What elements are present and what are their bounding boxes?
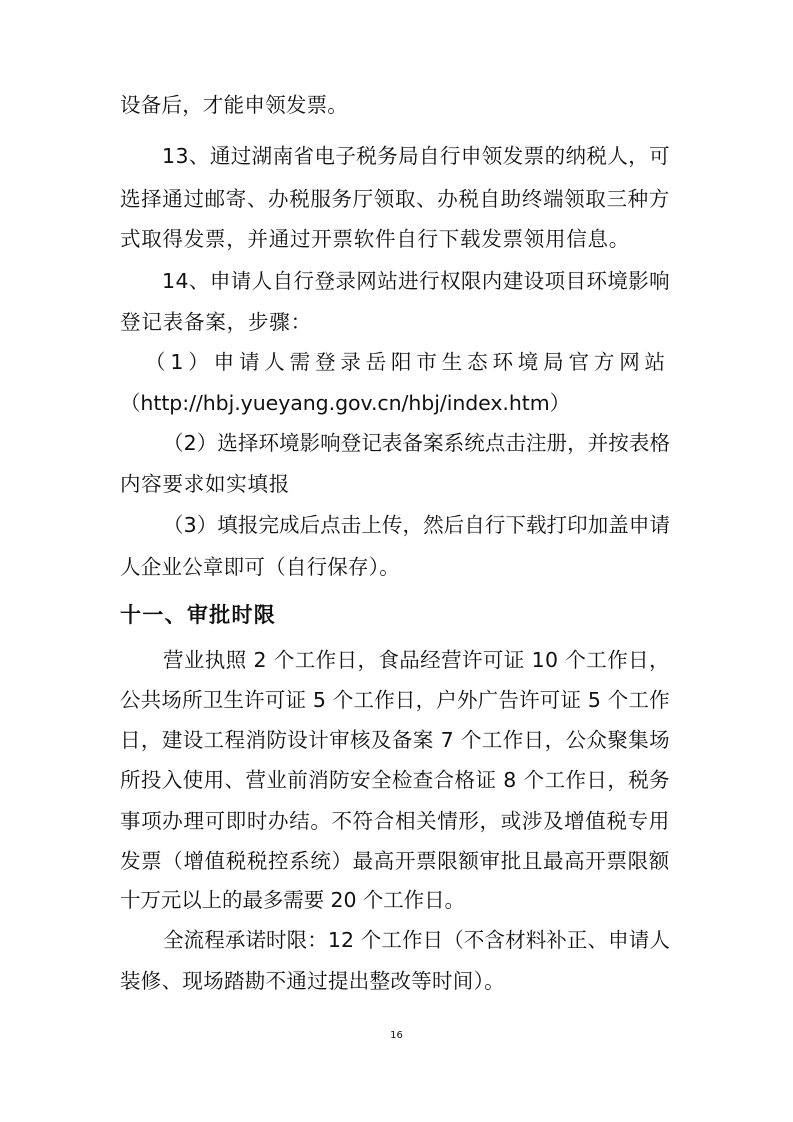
paragraph-line: 日，建设工程消防设计审核及备案 7 个工作日，公众聚集场 bbox=[120, 728, 671, 752]
paragraph-line: 内容要求如实填报 bbox=[120, 472, 290, 496]
paragraph-line: 所投入使用、营业前消防安全检查合格证 8 个工作日，税务 bbox=[120, 768, 671, 792]
page-number: 16 bbox=[390, 1030, 403, 1041]
paragraph-line: 13、通过湖南省电子税务局自行申领发票的纳税人，可 bbox=[162, 144, 671, 168]
paragraph-line: 全流程承诺时限：12 个工作日（不含材料补正、申请人 bbox=[163, 928, 670, 952]
paragraph-line: （1）申请人需登录岳阳市生态环境局官方网站 bbox=[145, 350, 670, 374]
paragraph-line: 十万元以上的最多需要 20 个工作日。 bbox=[120, 888, 465, 912]
paragraph-line: （http://hbj.yueyang.gov.cn/hbj/index.htm） bbox=[120, 391, 571, 415]
paragraph-line: （2）选择环境影响登记表备案系统点击注册，并按表格 bbox=[163, 431, 671, 455]
section-heading: 十一、审批时限 bbox=[120, 603, 277, 627]
paragraph-line: 14、申请人自行登录网站进行权限内建设项目环境影响 bbox=[162, 269, 671, 293]
paragraph-line: 发票（增值税税控系统）最高开票限额审批且最高开票限额 bbox=[120, 849, 670, 873]
paragraph-line: 营业执照 2 个工作日，食品经营许可证 10 个工作日， bbox=[163, 648, 670, 672]
paragraph-line: 式取得发票，并通过开票软件自行下载发票领用信息。 bbox=[120, 227, 630, 251]
paragraph-line: 选择通过邮寄、办税服务厅领取、办税自助终端领取三种方 bbox=[120, 187, 670, 211]
paragraph-line: 事项办理可即时办结。不符合相关情形，或涉及增值税专用 bbox=[120, 809, 670, 833]
paragraph-line: 公共场所卫生许可证 5 个工作日，户外广告许可证 5 个工作 bbox=[120, 688, 670, 712]
paragraph-line: 设备后，才能申领发票。 bbox=[120, 93, 349, 117]
paragraph-line: 人企业公章即可（自行保存）。 bbox=[120, 555, 400, 579]
paragraph-line: 装修、现场踏勘不通过提出整改等时间）。 bbox=[120, 969, 505, 993]
paragraph-line: （3）填报完成后点击上传，然后自行下载打印加盖申请 bbox=[163, 513, 671, 537]
paragraph-line: 登记表备案，步骤： bbox=[120, 310, 312, 334]
